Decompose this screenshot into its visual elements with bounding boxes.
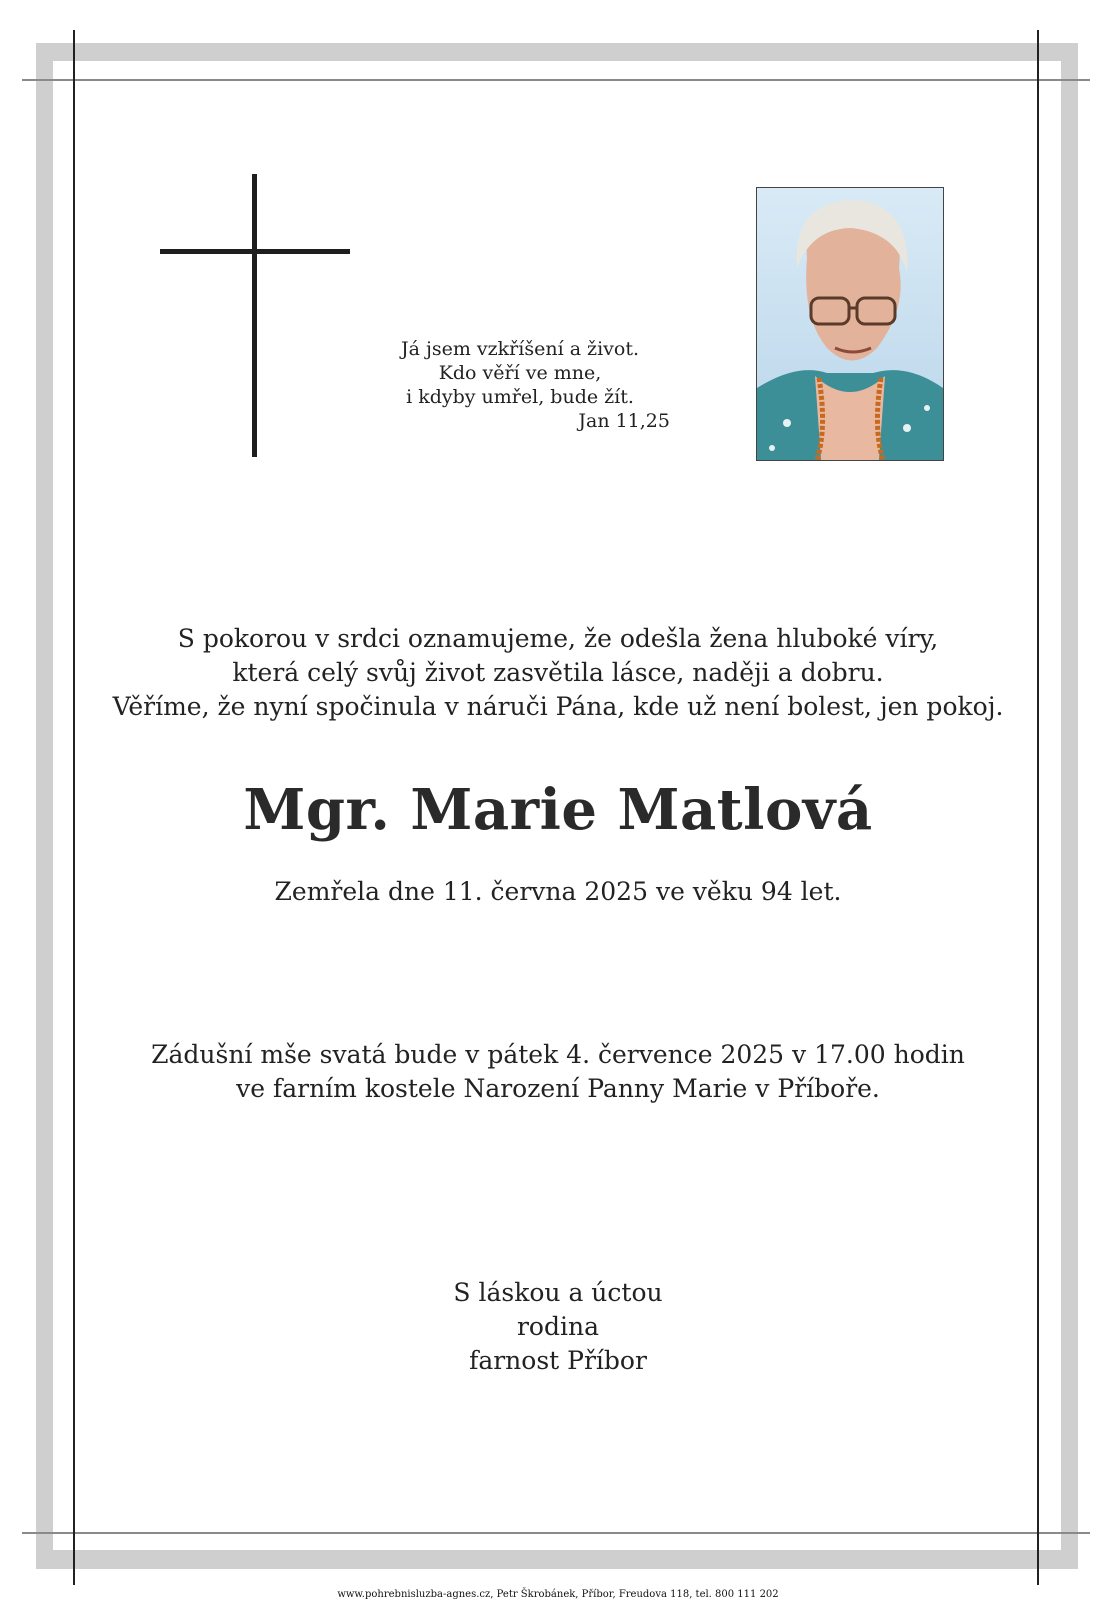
frame-band-left: [36, 43, 53, 1569]
funeral-service-footer: www.pohrebnisluzba-agnes.cz, Petr Škrobánek, Příbor, Freudova 118, tel. 800 111 202: [337, 1589, 779, 1600]
death-date: Zemřela dne 11. června 2025 ve věku 94 let.: [274, 877, 842, 906]
bible-verse: [360, 337, 680, 433]
announcement-text: [80, 622, 1036, 724]
verse-line: Já jsem vzkříšení a život.: [401, 338, 639, 360]
deceased-name: Mgr. Marie Matlová: [243, 777, 873, 843]
announcement-line: Věříme, že nyní spočinula v náruči Pána, kde už není bolest, jen pokoj.: [112, 692, 1004, 721]
portrait-image: [757, 188, 943, 460]
frame-band-right: [1061, 43, 1078, 1569]
cross-icon: [160, 174, 350, 457]
frame-line-top: [22, 79, 1090, 81]
funeral-mass-info: [80, 1038, 1036, 1106]
announcement-line: S pokorou v srdci oznamujeme, že odešla žena hluboké víry,: [177, 624, 939, 653]
verse-line: Kdo věří ve mne,: [438, 362, 602, 384]
announcement-line: která celý svůj život zasvětila lásce, naději a dobru.: [232, 658, 884, 687]
signature-line: rodina: [516, 1312, 599, 1341]
verse-reference: Jan 11,25: [578, 410, 670, 432]
signature-line: farnost Příbor: [469, 1346, 647, 1375]
signature-block: [80, 1276, 1036, 1378]
signature-line: S láskou a úctou: [453, 1278, 663, 1307]
portrait-photo: [756, 187, 944, 461]
frame-band-top: [36, 43, 1078, 61]
frame-line-right: [1037, 30, 1039, 1585]
frame-line-bottom: [22, 1532, 1090, 1534]
mass-line: Zádušní mše svatá bude v pátek 4. července 2025 v 17.00 hodin: [151, 1040, 965, 1069]
mass-line: ve farním kostele Narození Panny Marie v Příboře.: [236, 1074, 880, 1103]
frame-band-bottom: [36, 1550, 1078, 1569]
frame-line-left: [73, 30, 75, 1585]
verse-line: i kdyby umřel, bude žít.: [406, 386, 634, 408]
